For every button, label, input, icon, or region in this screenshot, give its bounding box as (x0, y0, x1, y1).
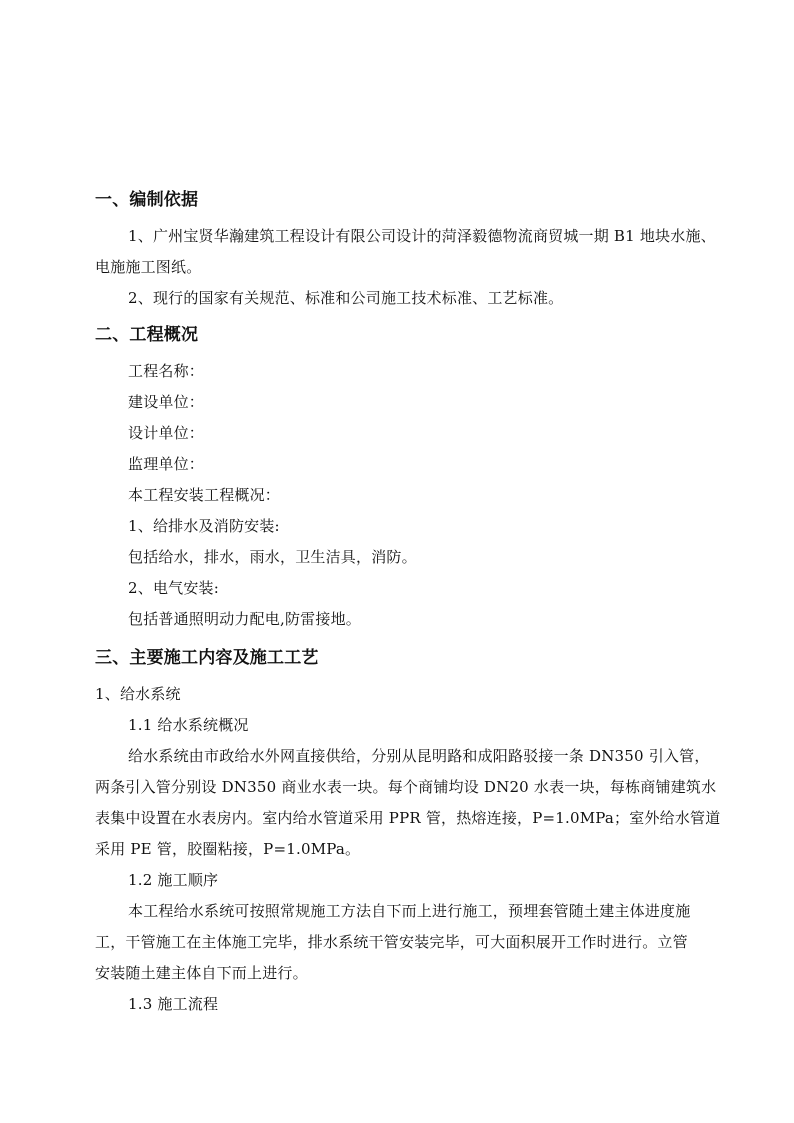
sequence-line-2: 工，干管施工在主体施工完毕，排水系统干管安装完毕，可大面积展开工作时进行。立管 (95, 933, 688, 951)
water-overview-line-4: 采用 PE 管，胶圈粘接，P=1.0MPa。 (95, 840, 361, 858)
supervisor-label: 监理单位： (128, 455, 205, 473)
basis-item-1-line-2: 电施施工图纸。 (95, 258, 202, 276)
basis-item-2: 2、现行的国家有关规范、标准和公司施工技术标准、工艺标准。 (128, 289, 564, 307)
heading-project-overview: 二、工程概况 (95, 325, 199, 345)
basis-item-1-line-1: 1、广州宝贤华瀚建筑工程设计有限公司设计的菏泽毅德物流商贸城一期 B1 地块水施、 (128, 227, 716, 245)
designer-label: 设计单位： (128, 424, 205, 442)
overview-item-1-desc: 包括给水，排水，雨水，卫生洁具，消防。 (128, 548, 417, 566)
sequence-line-1: 本工程给水系统可按照常规施工方法自下而上进行施工，预埋套管随土建主体进度施 (128, 902, 691, 920)
subsection-1-1-title: 1.1 给水系统概况 (128, 716, 249, 734)
water-overview-line-2: 两条引入管分别设 DN350 商业水表一块。每个商铺均设 DN20 水表一块，每栋商铺建筑水 (95, 778, 717, 796)
builder-label: 建设单位： (128, 393, 205, 411)
heading-compilation-basis: 一、编制依据 (95, 190, 199, 210)
subsection-1-2-title: 1.2 施工顺序 (128, 871, 219, 889)
subsection-water-supply: 1、给水系统 (95, 685, 181, 703)
project-name-label: 工程名称： (128, 362, 205, 380)
sequence-line-3: 安装随土建主体自下而上进行。 (95, 964, 308, 982)
overview-item-2-desc: 包括普通照明动力配电,防雷接地。 (128, 610, 361, 628)
overview-item-1: 1、给排水及消防安装: (128, 517, 280, 535)
overview-item-2: 2、电气安装: (128, 579, 219, 597)
water-overview-line-3: 表集中设置在水表房内。室内给水管道采用 PPR 管，热熔连接，P=1.0MPa；室外给水管道 (95, 809, 721, 827)
installation-overview-label: 本工程安装工程概况： (128, 486, 281, 504)
heading-main-construction: 三、主要施工内容及施工工艺 (95, 648, 319, 668)
water-overview-line-1: 给水系统由市政给水外网直接供给，分别从昆明路和成阳路驳接一条 DN350 引入管， (128, 747, 710, 765)
subsection-1-3-title: 1.3 施工流程 (128, 995, 219, 1013)
